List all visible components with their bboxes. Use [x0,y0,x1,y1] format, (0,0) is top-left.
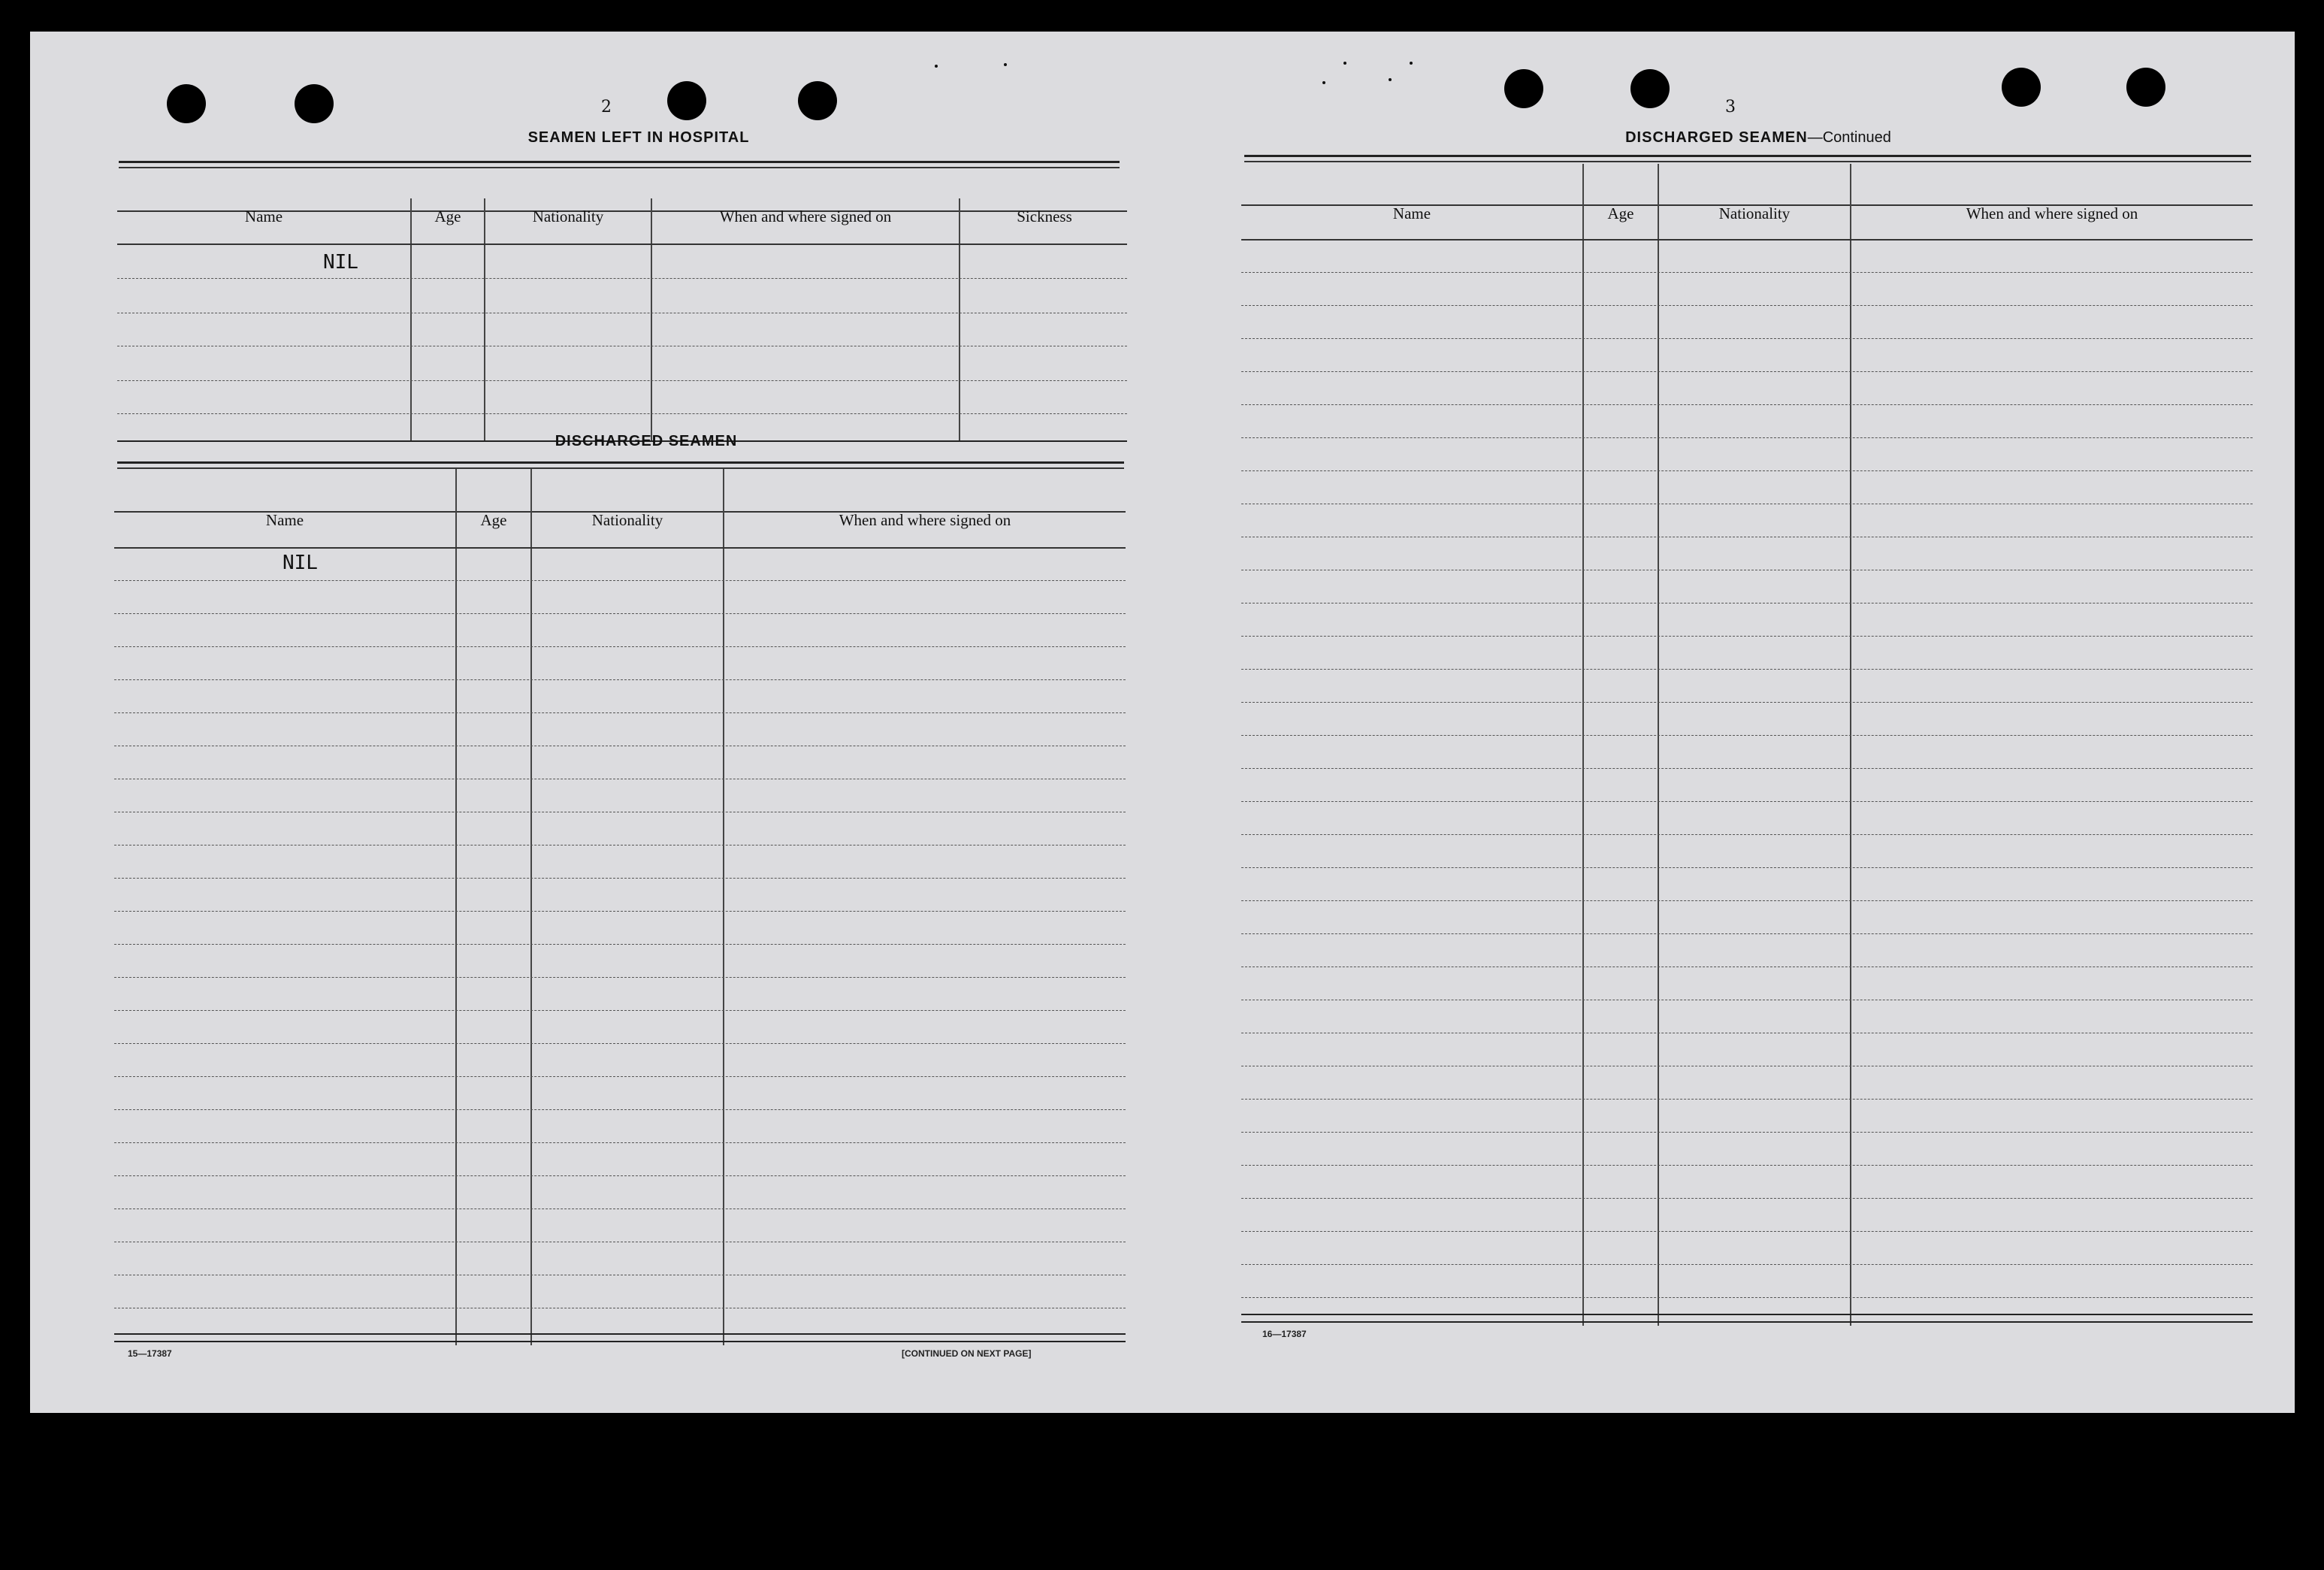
row-line [1241,735,2253,736]
column-divider [723,469,724,1345]
column-header: Nationality [1718,204,1791,222]
table-header [117,168,1127,225]
form-number: 15—17387 [128,1348,172,1359]
row-line [1241,437,2253,438]
page-number: 2 [601,98,612,116]
row-line [1241,834,2253,835]
discharged-continued-title [1503,129,2014,147]
row-line [114,1010,1126,1011]
discharged-entry: NIL [283,552,318,574]
row-line [1241,1297,2253,1298]
hospital-section-title: SEAMEN LEFT IN HOSPITAL [527,129,750,146]
row-line [114,613,1126,614]
column-header: When and where signed on [839,511,1011,529]
row-line [1241,272,2253,273]
punch-hole [1504,69,1543,108]
row-line [1241,1231,2253,1232]
column-header: When and where signed on [1966,204,2138,222]
row-line [114,1076,1126,1077]
hospital-entry: NIL [323,251,358,274]
row-line [114,1142,1126,1143]
row-line [114,1043,1126,1044]
punch-hole [2126,68,2165,107]
column-header: Nationality [532,207,604,225]
column-header: Age [480,511,507,529]
table-bottom-rule [114,1341,1126,1342]
row-line [1241,1099,2253,1100]
title-main: DISCHARGED SEAMEN [1625,129,1808,146]
row-line [114,845,1126,846]
row-line [1241,1198,2253,1199]
speck [1343,62,1346,65]
punch-hole [798,81,837,120]
discharged-continued-table [1241,164,2253,1326]
column-header: Sickness [1017,207,1072,225]
speck [1004,63,1007,66]
column-divider [484,198,485,442]
column-header: Name [1392,204,1431,222]
row-line [114,1109,1126,1110]
title-suffix: —Continued [1807,129,1891,146]
row-line [117,244,1127,245]
divider [1244,155,2251,157]
divider [117,461,1124,464]
row-line [1241,933,2253,934]
punch-hole [1630,69,1670,108]
row-line [1241,801,2253,802]
punch-hole [667,81,706,120]
row-line [1241,669,2253,670]
table-bottom-rule [1241,1314,2253,1315]
column-header: Age [434,207,461,225]
punch-hole [295,84,334,123]
column-divider [530,469,532,1345]
document-sheet [30,32,2295,1413]
row-line [114,646,1126,647]
page-number: 3 [1725,98,1736,116]
table-bottom-rule [114,1333,1126,1335]
row-line [117,278,1127,279]
table-bottom-rule [1241,1321,2253,1323]
row-line [1241,305,2253,306]
row-line [114,977,1126,978]
table-header [1241,164,2253,222]
column-header: Name [244,207,283,225]
discharged-section-title: DISCHARGED SEAMEN [555,433,738,449]
continued-note: [CONTINUED ON NEXT PAGE] [902,1348,1032,1359]
column-header: Nationality [591,511,663,529]
row-line [1241,1264,2253,1265]
punch-hole [167,84,206,123]
row-line [1241,338,2253,339]
column-divider [455,469,457,1345]
row-line [114,679,1126,680]
row-line [114,712,1126,713]
form-number: 16—17387 [1262,1329,1307,1339]
row-line [1241,867,2253,868]
column-divider [959,198,960,442]
row-line [1241,1132,2253,1133]
divider [119,161,1120,163]
column-header: Age [1607,204,1634,222]
row-line [117,413,1127,414]
row-line [1241,702,2253,703]
punch-hole [2002,68,2041,107]
speck [1389,78,1392,81]
divider [1244,161,2251,162]
row-line [1241,1165,2253,1166]
row-line [117,380,1127,381]
row-line [1241,404,2253,405]
column-header: Name [265,511,304,529]
column-divider [651,198,652,442]
column-header: When and where signed on [719,207,892,225]
discharged-table [114,469,1126,1345]
table-header [114,469,1126,529]
row-line [114,580,1126,581]
row-line [1241,371,2253,372]
row-line [114,944,1126,945]
speck [1322,81,1325,84]
speck [935,65,938,68]
row-line [114,1175,1126,1176]
row-line [1241,239,2253,240]
speck [1410,62,1413,65]
row-line [1241,636,2253,637]
row-line [1241,470,2253,471]
row-line [114,911,1126,912]
hospital-table [117,168,1127,442]
row-line [114,547,1126,549]
row-line [1241,900,2253,901]
row-line [114,878,1126,879]
column-divider [410,198,412,442]
row-line [1241,768,2253,769]
